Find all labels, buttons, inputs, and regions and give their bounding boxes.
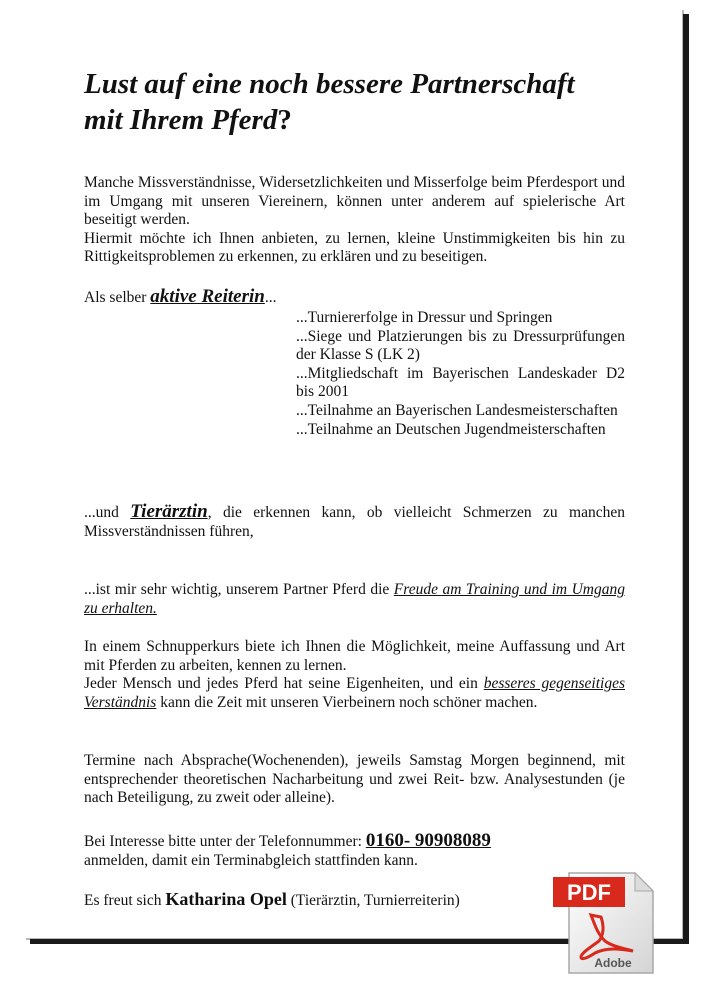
tier-pre: ...und [84,504,131,521]
als-pre: Als selber [84,289,151,306]
aktive-reiterin-emphasis: aktive Reiterin [150,286,265,307]
als-post: ... [264,289,277,306]
besseres-emphasis: besseres gegenseitiges [483,675,625,693]
title-line-1: Lust auf eine noch bessere Partnerschaft [84,68,575,100]
interesse-paragraph [84,832,625,870]
freut-post: (Tierärztin, Turnierreiterin) [286,892,460,909]
page-shadow-right [683,14,689,944]
pdf-label: PDF [567,880,611,905]
schnupperkurs-paragraph [84,638,625,712]
pdf-file-icon[interactable] [551,867,659,977]
schnupper-post: kann die Zeit mit unseren Vierbeinern noch schöner machen. [156,693,538,711]
page-title [84,66,629,138]
termine-paragraph: Termine nach Absprache(Wochenenden), jeweils Samstag Morgen beginnend, mit entsprechender theoretischen Nacharbeitung und zwei Reit- bzw. Analysestunden (je nach Beteiligung, zu zweit oder alleine). [84,752,625,807]
verstaendnis-emphasis: Verständnis [84,693,157,711]
als-reiterin-line [84,288,625,308]
title-line-2: mit Ihrem Pferd [84,104,278,136]
schnupper-text-2 [84,675,625,712]
wichtig-pre: ...ist mir sehr wichtig, unserem Partner Pferd die [84,581,394,598]
achievement-item: ...Teilnahme an Deutschen Jugendmeisterschaften [296,420,606,438]
achievement-item: ...Teilnahme an Bayerischen Landesmeisterschaften [296,401,618,419]
signature-line [84,890,625,911]
achievements-list [296,309,625,439]
title-question-mark: ? [277,104,292,136]
interesse-post: anmelden, damit ein Terminabgleich stattfinden kann. [84,851,418,869]
achievement-item: ...Turniererfolge in Dressur und Springen [296,309,553,326]
achievement-item: ...Mitgliedschaft im Bayerischen Landeskader D2 bis 2001 [296,364,625,401]
schnupper-pre: Jeder Mensch und jedes Pferd hat seine Eigenheiten, und ein [84,675,484,693]
author-name: Katharina Opel [165,889,287,909]
phone-number: 0160- 90908089 [365,830,491,851]
tieraerztin-emphasis: Tierärztin [130,501,208,522]
achievement-item: ...Siege und Platzierungen bis zu Dressurprüfungen der Klasse S (LK 2) [296,327,625,364]
intro-paragraph [84,174,625,267]
adobe-label: Adobe [594,956,632,970]
schnupper-text-1: In einem Schnupperkurs biete ich Ihnen die Möglichkeit, meine Auffassung und Art mit Pferden zu arbeiten, kennen zu lernen. [84,638,625,674]
tieraerztin-paragraph [84,503,625,541]
intro-text-1: Manche Missverständnisse, Widersetzlichkeiten und Misserfolge beim Pferdesport und im Umgang mit unseren Viereinern, können unter anderem auf spielerische Art beseitigt werden. [84,174,625,229]
tier-post: , die erkennen kann, ob vielleicht Schmerzen zu manchen Missverständnissen führen, [84,504,625,540]
interesse-pre: Bei Interesse bitte unter der Telefonnummer: [84,833,366,850]
freude-emphasis: Freude am Training und im Umgang zu erhalten. [84,581,625,617]
freut-pre: Es freut sich [84,892,166,909]
wichtig-paragraph [84,581,625,618]
intro-text-2: Hiermit möchte ich Ihnen anbieten, zu lernen, kleine Unstimmigkeiten bis hin zu Rittigkeitsproblemen zu erkennen, zu erklären und zu beseitigen. [84,229,625,266]
